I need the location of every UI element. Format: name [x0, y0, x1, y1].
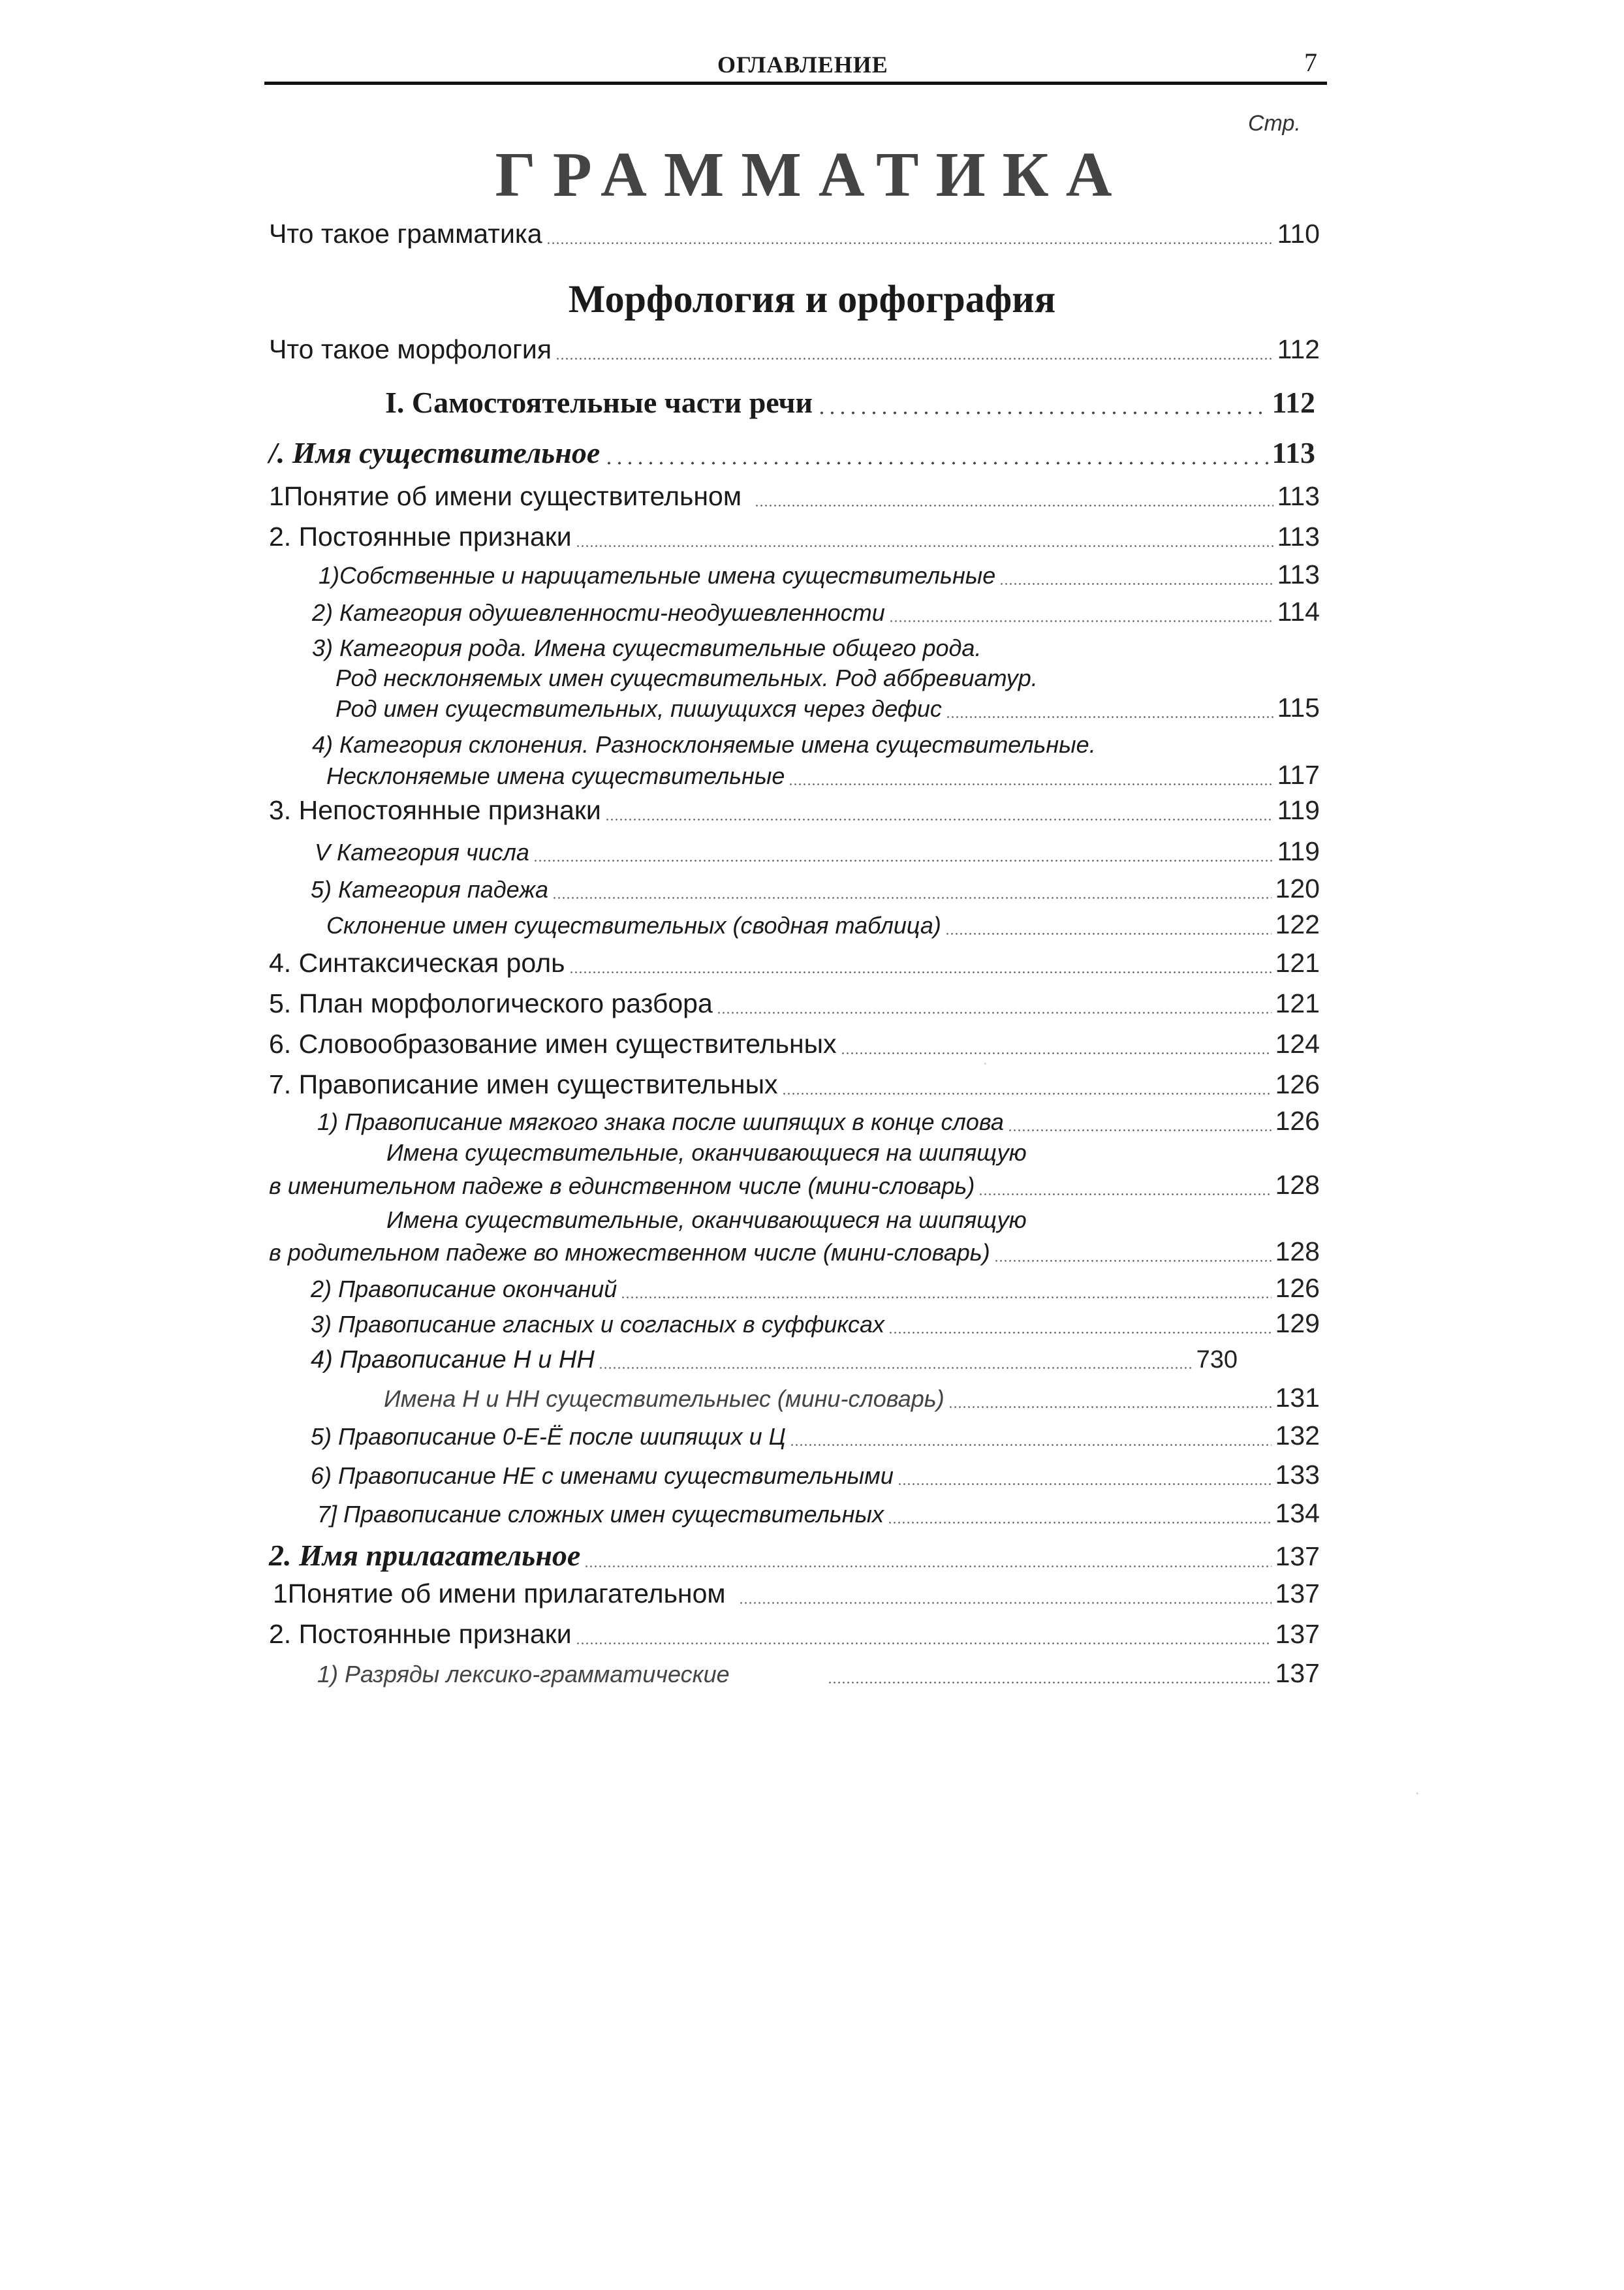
leader-dots	[604, 462, 1268, 465]
toc-entry[interactable]	[315, 836, 1320, 867]
toc-entry-page: 121	[1275, 988, 1320, 1018]
toc-entry-page: 131	[1275, 1383, 1320, 1413]
leader-dots	[1008, 1129, 1272, 1131]
toc-entry-text: 2. Имя прилагательное	[269, 1539, 581, 1572]
toc-entry-page: 113	[1277, 559, 1320, 589]
toc-entry-page: 122	[1275, 909, 1320, 939]
section-heading: Морфология и орфография	[568, 277, 1056, 321]
leader-dots	[994, 1260, 1272, 1262]
toc-entry-continuation: Род несклоняемых имен существительных. Род аббревиатур.	[336, 665, 1038, 691]
leader-dots	[605, 819, 1273, 821]
toc-entry[interactable]	[269, 1170, 1320, 1200]
toc-entry-text: 6. Словообразование имен существительных	[269, 1029, 837, 1059]
toc-entry[interactable]	[326, 760, 1320, 791]
toc-entry-text: 5. План морфологического разбора	[269, 988, 713, 1018]
leader-dots	[717, 1012, 1272, 1014]
toc-entry-text: 3) Правописание гласных и согласных в суффиксах	[311, 1311, 885, 1338]
toc-chapter-heading[interactable]	[269, 1538, 1320, 1573]
toc-entry[interactable]	[311, 873, 1320, 904]
toc-entry-page: 137	[1275, 1578, 1320, 1608]
toc-entry[interactable]	[269, 1619, 1320, 1650]
toc-entry-page: 112	[1272, 386, 1315, 419]
toc-entry-text: V Категория числа	[315, 839, 529, 866]
scan-speck: ·	[1415, 1786, 1420, 1800]
toc-entry[interactable]	[326, 909, 1320, 940]
toc-entry-page: 124	[1275, 1029, 1320, 1059]
leader-dots	[755, 505, 1273, 507]
toc-entry-text: 2. Постоянные признаки	[269, 522, 572, 552]
toc-entry[interactable]	[269, 334, 1320, 365]
page-column-label: Стр.	[1248, 111, 1301, 136]
toc-entry-text: Род имен существительных, пишущихся через дефис	[336, 695, 942, 722]
toc-entry-page: 113	[1272, 436, 1315, 469]
running-header-title: ОГЛАВЛЕНИЕ	[717, 52, 888, 78]
toc-entry[interactable]	[317, 1106, 1320, 1137]
leader-dots	[889, 620, 1273, 622]
toc-entry[interactable]	[269, 795, 1320, 826]
leader-dots	[790, 1444, 1272, 1446]
toc-entry-text: 1Понятие об имени прилагательном	[273, 1578, 726, 1608]
toc-entry-text: 4) Правописание Н и НН	[311, 1346, 595, 1373]
toc-entry[interactable]	[311, 1460, 1320, 1490]
leader-dots	[888, 1332, 1272, 1334]
toc-entry-page: 113	[1277, 522, 1320, 552]
toc-entry[interactable]	[317, 1658, 1320, 1689]
toc-entry-page: 128	[1275, 1236, 1320, 1266]
toc-entry-text: 5) Правописание 0-Е-Ё после шипящих и Ц	[311, 1423, 786, 1450]
toc-entry-page: 134	[1275, 1498, 1320, 1528]
leader-dots	[828, 1682, 1272, 1684]
toc-entry-continuation: Имена существительные, оканчивающиеся на шипящую	[386, 1206, 1027, 1233]
leader-dots	[999, 583, 1273, 585]
toc-entry[interactable]	[269, 481, 1320, 512]
toc-entry-page: 128	[1275, 1170, 1320, 1200]
toc-entry-page: 119	[1277, 795, 1320, 825]
toc-entry[interactable]	[311, 1273, 1320, 1304]
leader-dots	[621, 1296, 1271, 1298]
leader-dots	[576, 545, 1273, 547]
toc-entry[interactable]	[269, 1236, 1320, 1267]
leader-dots	[584, 1565, 1271, 1567]
toc-entry-page: 126	[1275, 1273, 1320, 1303]
toc-entry-text: I. Самостоятельные части речи	[385, 386, 813, 419]
toc-entry-text: 1) Правописание мягкого знака после шипящих в конце слова	[317, 1108, 1004, 1135]
toc-entry[interactable]	[311, 1346, 1238, 1374]
toc-entry-page: 117	[1277, 760, 1320, 790]
toc-entry-text: в родительном падеже во множественном числе (мини-словарь)	[269, 1239, 990, 1266]
toc-entry-text: в именительном падеже в единственном числе (мини-словарь)	[269, 1172, 975, 1199]
toc-entry-page: 132	[1275, 1420, 1320, 1451]
toc-entry-page: 730	[1196, 1346, 1238, 1373]
toc-entry-page: 137	[1275, 1619, 1320, 1649]
toc-entry-page: 137	[1275, 1658, 1320, 1688]
toc-entry[interactable]	[311, 1420, 1320, 1451]
toc-entry-text: 2. Постоянные признаки	[269, 1619, 572, 1649]
toc-entry-text: 4. Синтаксическая роль	[269, 948, 565, 978]
page-number: 7	[1304, 48, 1317, 77]
leader-dots	[978, 1193, 1271, 1195]
header-rule	[264, 82, 1327, 85]
toc-entry-text: 1) Разряды лексико-грамматические	[317, 1661, 730, 1687]
toc-entry[interactable]	[336, 693, 1320, 723]
leader-dots	[533, 860, 1273, 862]
leader-dots	[569, 971, 1272, 973]
toc-entry-text: 1)Собственные и нарицательные имена существительные	[319, 562, 996, 589]
toc-entry-text: 1Понятие об имени существительном	[269, 481, 742, 511]
toc-entry-page: 137	[1275, 1541, 1320, 1571]
toc-entry[interactable]	[269, 1069, 1320, 1100]
toc-entry-continuation: 3) Категория рода. Имена существительные общего рода.	[312, 635, 982, 661]
toc-entry-page: 126	[1275, 1069, 1320, 1099]
toc-entry-page: 121	[1275, 948, 1320, 978]
scan-speck: ·	[983, 1056, 988, 1071]
toc-entry-text: 7. Правописание имен существительных	[269, 1069, 778, 1099]
leader-dots	[576, 1642, 1272, 1644]
toc-entry[interactable]	[319, 559, 1320, 590]
leader-dots	[782, 1093, 1272, 1095]
leader-dots	[945, 933, 1272, 935]
leader-dots	[898, 1483, 1272, 1485]
toc-entry-page: 129	[1275, 1308, 1320, 1338]
leader-dots	[841, 1052, 1272, 1054]
leader-dots	[817, 411, 1268, 415]
leader-dots	[789, 783, 1273, 785]
toc-entry-page: 113	[1277, 481, 1320, 511]
leader-dots	[946, 716, 1273, 718]
toc-entry-page: 114	[1277, 597, 1320, 627]
toc-entry-page: 110	[1277, 219, 1320, 249]
toc-entry[interactable]	[269, 948, 1320, 979]
toc-entry-text: Склонение имен существительных (сводная таблица)	[326, 912, 941, 939]
leader-dots	[948, 1406, 1272, 1408]
leader-dots	[888, 1522, 1272, 1524]
toc-entry[interactable]	[273, 1578, 1320, 1609]
leader-dots	[599, 1367, 1193, 1369]
toc-entry-text: 3. Непостоянные признаки	[269, 795, 601, 825]
main-heading: ГРАММАТИКА	[495, 140, 1129, 210]
toc-entry-text: Что такое грамматика	[269, 219, 542, 249]
toc-entry[interactable]	[312, 597, 1320, 627]
toc-entry-text: 6) Правописание НЕ с именами существительными	[311, 1462, 894, 1489]
toc-part-heading[interactable]	[385, 385, 1315, 420]
toc-entry[interactable]	[384, 1383, 1320, 1413]
leader-dots	[739, 1602, 1272, 1604]
toc-entry[interactable]	[269, 522, 1320, 552]
toc-entry[interactable]	[311, 1308, 1320, 1339]
toc-entry[interactable]	[269, 219, 1320, 249]
toc-entry[interactable]	[269, 988, 1320, 1019]
toc-entry-text: Имена Н и НН существительныес (мини-словарь)	[384, 1385, 945, 1412]
toc-entry-page: 115	[1277, 693, 1320, 723]
toc-entry-text: 5) Категория падежа	[311, 876, 549, 903]
toc-entry-page: 133	[1275, 1460, 1320, 1490]
leader-dots	[546, 242, 1273, 244]
toc-entry-text: Несклоняемые имена существительные	[326, 762, 785, 789]
toc-entry-text: 7] Правописание сложных имен существительных	[317, 1501, 884, 1528]
toc-entry-text: 2) Категория одушевленности-неодушевленности	[312, 599, 885, 626]
toc-entry-page: 120	[1275, 873, 1320, 903]
toc-entry-continuation: Имена существительные, оканчивающиеся на шипящую	[386, 1139, 1027, 1166]
toc-entry[interactable]	[317, 1498, 1320, 1529]
leader-dots	[552, 897, 1272, 899]
toc-entry-text: 2) Правописание окончаний	[311, 1276, 617, 1302]
toc-entry-continuation: 4) Категория склонения. Разносклоняемые имена существительные.	[312, 731, 1096, 758]
toc-entry-page: 112	[1277, 334, 1320, 364]
leader-dots	[555, 358, 1273, 360]
toc-entry[interactable]	[269, 1029, 1320, 1059]
toc-entry-page: 126	[1275, 1106, 1320, 1136]
toc-chapter-heading[interactable]	[269, 435, 1315, 470]
toc-entry-text: Что такое морфология	[269, 334, 552, 364]
toc-entry-text: /. Имя существительное	[269, 436, 601, 469]
toc-entry-page: 119	[1277, 836, 1320, 866]
